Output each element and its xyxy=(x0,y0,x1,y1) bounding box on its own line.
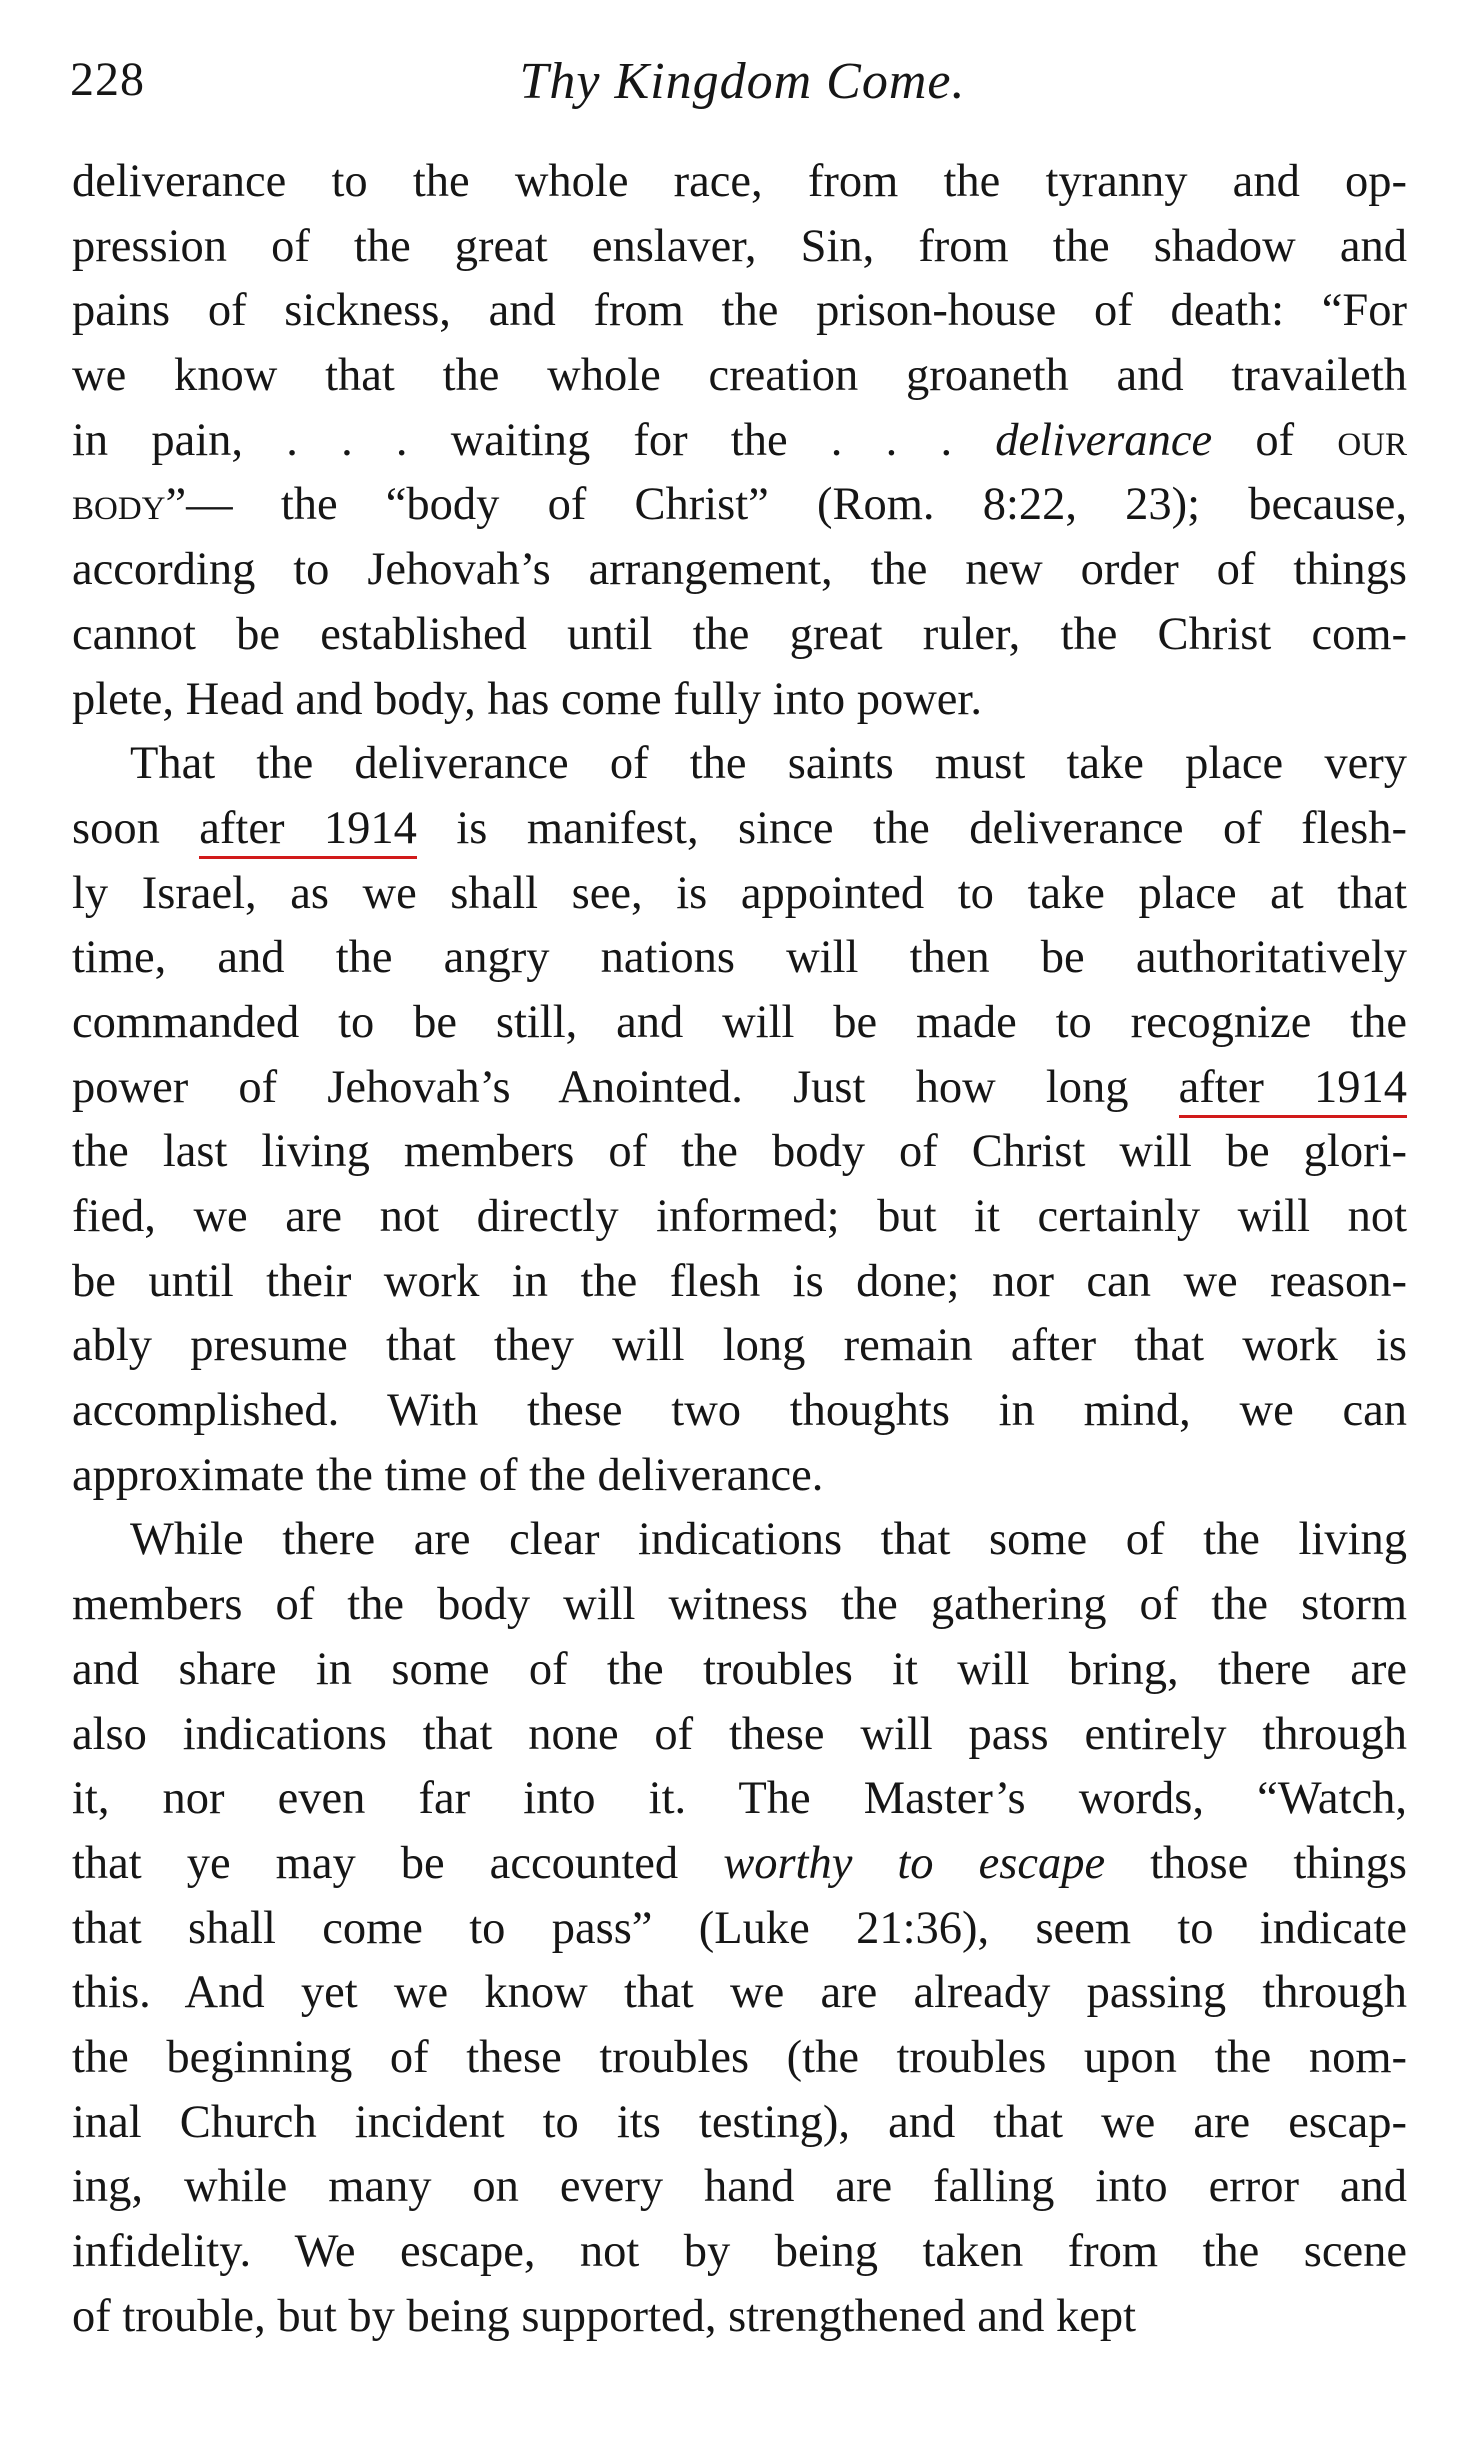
text-line xyxy=(72,1379,1407,1444)
text-segment: is manifest, since the deliverance of flesh- xyxy=(416,802,1408,854)
paragraph xyxy=(72,732,1407,1508)
text-segment: plete, Head and body, has come fully into power. xyxy=(72,673,982,725)
text-line xyxy=(72,732,1407,797)
text-segment: it, nor even far into it. The Master’s words, “Watch, xyxy=(72,1773,1407,1825)
italic-text: deliverance xyxy=(995,414,1213,466)
text-segment: That the deliverance of the saints must take place very xyxy=(130,738,1407,790)
text-segment: of trouble, but by being supported, strengthened and kept xyxy=(72,2290,1137,2342)
text-segment: ably presume that they will long remain after that work is xyxy=(72,1320,1407,1372)
text-line xyxy=(72,926,1407,991)
text-line xyxy=(72,1703,1407,1768)
text-segment: commanded to be still, and will be made to recognize the xyxy=(72,996,1407,1048)
text-line xyxy=(72,1832,1407,1897)
text-line xyxy=(72,2091,1407,2156)
text-segment: of xyxy=(1212,414,1338,466)
text-line xyxy=(72,862,1407,927)
text-line xyxy=(72,603,1407,668)
small-caps-text: our xyxy=(1337,414,1407,466)
page-number: 228 xyxy=(70,53,145,106)
text-line xyxy=(72,344,1407,409)
text-line xyxy=(72,2026,1407,2091)
text-line xyxy=(72,215,1407,280)
underlined-date: after 1914 xyxy=(199,803,417,859)
text-segment: power of Jehovah’s Anointed. Just how long xyxy=(72,1061,1179,1113)
text-segment: the last living members of the body of Christ will be glori- xyxy=(72,1126,1407,1178)
text-line xyxy=(72,1961,1407,2026)
text-line xyxy=(72,2220,1407,2285)
text-segment: be until their work in the flesh is done; nor can we reason- xyxy=(72,1255,1407,1307)
text-segment: those things xyxy=(1105,1837,1408,1889)
text-segment: soon xyxy=(72,802,200,854)
running-title: Thy Kingdom Come. xyxy=(519,53,966,110)
text-segment: members of the body will witness the gathering of the storm xyxy=(72,1579,1407,1631)
text-segment: time, and the angry nations will then be authoritatively xyxy=(72,932,1407,984)
text-segment: approximate the time of the deliverance. xyxy=(72,1449,824,1501)
text-line xyxy=(72,1897,1407,1962)
text-segment: While there are clear indications that some of the living xyxy=(130,1514,1407,1566)
text-segment: and share in some of the troubles it will bring, there are xyxy=(72,1643,1407,1695)
italic-text: worthy to escape xyxy=(723,1837,1106,1889)
text-segment: ing, while many on every hand are falling into error and xyxy=(72,2161,1407,2213)
text-line xyxy=(72,797,1407,862)
body-text xyxy=(72,150,1407,2349)
text-line xyxy=(72,668,1407,733)
text-line xyxy=(72,150,1407,215)
text-line xyxy=(72,1120,1407,1185)
text-segment: ”— the “body of Christ” (Rom. 8:22, 23); because, xyxy=(165,479,1407,531)
text-line xyxy=(72,538,1407,603)
text-segment: pression of the great enslaver, Sin, from the shadow and xyxy=(72,220,1407,272)
text-segment: in pain, . . . waiting for the . . . xyxy=(72,414,996,466)
text-segment: fied, we are not directly informed; but it certainly will not xyxy=(72,1191,1407,1242)
text-segment: this. And yet we know that we are already passing through xyxy=(72,1967,1407,2019)
text-segment: accomplished. With these two thoughts in mind, we can xyxy=(72,1385,1407,1437)
text-line xyxy=(72,1185,1407,1250)
text-line xyxy=(72,1250,1407,1315)
text-segment: that ye may be accounted xyxy=(72,1837,724,1889)
page-header xyxy=(70,52,1415,122)
text-line xyxy=(72,1056,1407,1121)
text-line xyxy=(72,1638,1407,1703)
underlined-date: after 1914 xyxy=(1179,1062,1407,1118)
text-segment: deliverance to the whole race, from the tyranny and op- xyxy=(72,156,1407,207)
paragraph xyxy=(72,150,1407,732)
text-segment: infidelity. We escape, not by being taken from the scene xyxy=(72,2226,1407,2277)
text-line xyxy=(72,1767,1407,1832)
text-segment: ly Israel, as we shall see, is appointed to take place at that xyxy=(72,867,1407,919)
text-line xyxy=(72,1573,1407,1638)
text-segment: cannot be established until the great ruler, the Christ com- xyxy=(72,608,1407,660)
text-segment: pains of sickness, and from the prison-house of death: “For xyxy=(72,285,1407,337)
text-line xyxy=(72,409,1407,474)
paragraph xyxy=(72,1508,1407,2349)
text-segment: according to Jehovah’s arrangement, the new order of things xyxy=(72,544,1407,596)
text-segment: also indications that none of these will pass entirely through xyxy=(72,1708,1407,1760)
small-caps-text: body xyxy=(72,479,166,531)
text-segment: that shall come to pass” (Luke 21:36), seem to indicate xyxy=(72,1902,1407,1954)
text-line xyxy=(72,1314,1407,1379)
text-line xyxy=(72,1508,1407,1573)
text-segment: the beginning of these troubles (the troubles upon the nom- xyxy=(72,2031,1407,2083)
text-segment: we know that the whole creation groaneth and travaileth xyxy=(72,350,1407,402)
text-line xyxy=(72,991,1407,1056)
text-segment: inal Church incident to its testing), and that we are escap- xyxy=(72,2096,1407,2148)
text-line xyxy=(72,279,1407,344)
text-line xyxy=(72,473,1407,538)
text-line xyxy=(72,2285,1407,2350)
text-line xyxy=(72,2155,1407,2220)
text-line xyxy=(72,1444,1407,1509)
